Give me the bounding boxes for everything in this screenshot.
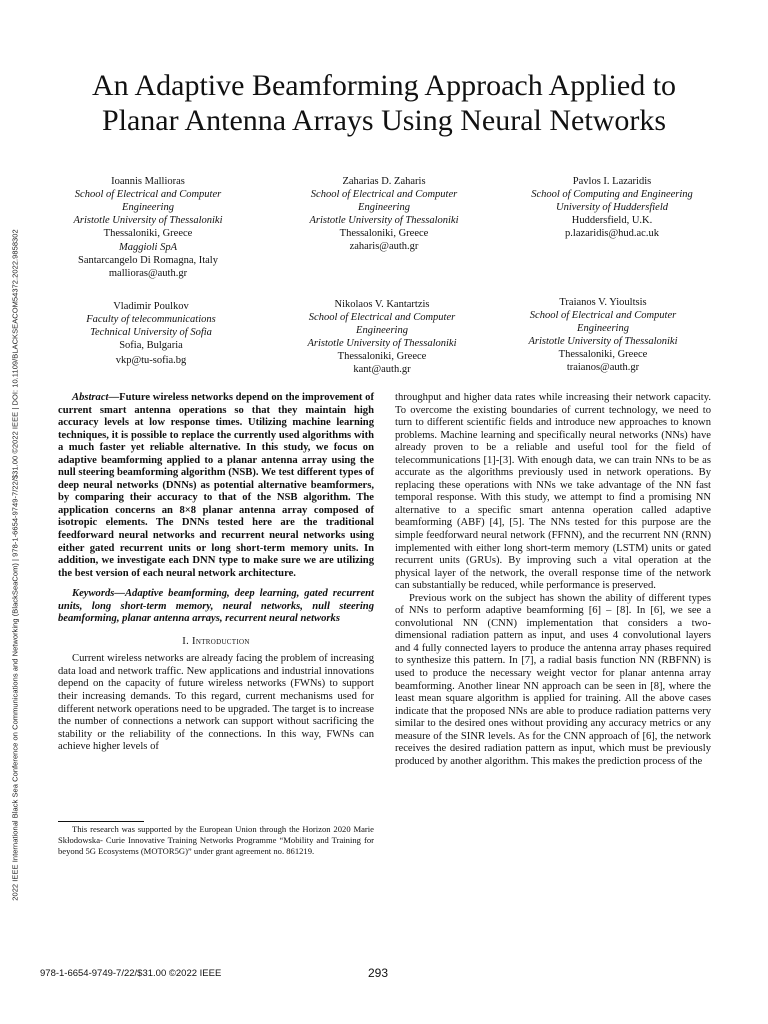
author-dept: Engineering bbox=[356, 325, 408, 336]
author-university: Technical University of Sofia bbox=[90, 327, 212, 338]
author-name: Pavlos I. Lazaridis bbox=[572, 176, 652, 187]
author-university: Aristotle University of Thessaloniki bbox=[73, 215, 223, 226]
intro-paragraph-1-cont: throughput and higher data rates while increasing their network capacity. To overcome the existing boundaries of current technology, we need to turn to different scientific fields and introduce new approaches to known problems. Machine learning and specifically neural networks (NNs) have already proven to be a reliable and useful tool for the field of telecommunications [1]-[3]. With enough data, we can train NNs to be as accurate as the algorithms previously used in network operations. By replacing these operations with NNs we take advantage of the NN fast temporal response. With this study, we attempt to find a promising NN alternative to a specific smart antenna operation called adaptive beamforming (ABF) [4], [5]. The NNs tested for this purpose are the simple feedforward neural network (FFNN), and the recurrent NN (RNN) implemented with either long short-term memory (LSTM) units or gated recurrent units (GRUs). By improving such a vital operation at the physical layer of the network, the overall response time of the network can substantially be reduced, while performance is preserved. bbox=[395, 392, 711, 592]
intro-paragraph-2: Previous work on the subject has shown the ability of different types of NNs to perform adaptive beamforming [6] – [8]. In [6], we see a convolutional NN (CNN) implementation that considers a two-dimensional radiation pattern as input, and uses 4 convolutional layers and 4 fully connected layers to produce the antenna array phases required to synthesize this pattern. In [7], a radial basis function NN (RBFNN) is used to produce the necessary weight vector for planar antenna array beamforming. Another linear NN approach can be seen in [8], where the least mean square algorithm is applied for training. All the above cases indicate that the proposed NNs are able to produce radiation patterns very similar to the desired ones without providing any accuracy metrics or any measure of the SINR levels. As for the CNN approach of [6], the network receives the desired radiation pattern as input, which must be previously produced by another algorithm. This makes the prediction process of the bbox=[395, 592, 711, 767]
author-name: Zaharias D. Zaharis bbox=[342, 176, 426, 187]
footnote: This research was supported by the European Union through the Horizon 2020 Marie Skłodowska- Curie Innovative Training Networks Programme “Mobility and Training for beyond 5G Ecosystems (MOTOR5G)” under grant agreement no. 861219. bbox=[58, 824, 374, 856]
keywords-text: Adaptive beamforming, deep learning, gated recurrent units, long short-term memory, neural networks, null steering beamforming, planar antenna arrays, recurrent neural networks bbox=[58, 588, 374, 625]
author-city: Thessaloniki, Greece bbox=[337, 351, 427, 362]
author-block-4 bbox=[51, 300, 251, 367]
author-block-3 bbox=[512, 175, 712, 240]
author-city: Thessaloniki, Greece bbox=[103, 228, 193, 239]
author-dept: Engineering bbox=[122, 202, 174, 213]
abstract: Abstract—Future wireless networks depend on the improvement of current smart antenna operations so that they maintain high accuracy levels at low response times. Utilizing machine learning techniques, it is possible to replace the currently used algorithms with a much faster yet reliable alternative. In this study, we focus on adaptive beamforming applied to a planar antenna array using the null steering beamforming algorithm (NSB). We test different types of deep neural networks (DNNs) as potential alternative beamformers, by comparing their accuracy to that of the NSB algorithm. The application concerns an 8×8 planar antenna array composed of isotropic elements. The DNNs tested here are the traditional feedforward neural networks and recurrent neural networks using either gated recurrent units or long short-term memory units. In addition, we investigate each DNN type to make sure we are utilizing the best version of each neural network architecture. bbox=[58, 392, 374, 579]
title-line-1: An Adaptive Beamforming Approach Applied to bbox=[91, 69, 677, 102]
author-block-6 bbox=[503, 296, 703, 374]
section-title: Introduction bbox=[192, 635, 250, 647]
author-dept: Faculty of telecommunications bbox=[86, 314, 216, 325]
author-university: Aristotle University of Thessaloniki bbox=[307, 338, 457, 349]
author-university: Aristotle University of Thessaloniki bbox=[528, 336, 678, 347]
author-dept: Engineering bbox=[577, 323, 629, 334]
author-name: Ioannis Mallioras bbox=[111, 176, 185, 187]
keywords: Keywords—Adaptive beamforming, deep learning, gated recurrent units, long short-term memory, neural networks, null steering beamforming, planar antenna arrays, recurrent neural networks bbox=[58, 588, 374, 625]
author-city: Thessaloniki, Greece bbox=[558, 349, 648, 360]
abstract-label: Abstract bbox=[72, 392, 109, 403]
author-dept: School of Electrical and Computer bbox=[74, 189, 222, 200]
section-heading bbox=[58, 636, 374, 649]
author-email: mallioras@auth.gr bbox=[108, 268, 188, 279]
author-university: University of Huddersfield bbox=[556, 202, 668, 213]
keywords-label: Keywords bbox=[72, 588, 115, 600]
title-line-2: Planar Antenna Arrays Using Neural Networks bbox=[101, 104, 667, 137]
author-company: Maggioli SpA bbox=[118, 242, 178, 253]
section-number: I. bbox=[182, 635, 190, 647]
left-column bbox=[58, 392, 374, 754]
doi-sidebar bbox=[6, 175, 24, 955]
author-university: Aristotle University of Thessaloniki bbox=[309, 215, 459, 226]
author-name: Vladimir Poulkov bbox=[113, 301, 189, 312]
sidebar-text: 2022 IEEE International Black Sea Conference on Communications and Networking (BlackSeaCom) | 978-1-6654-9749-7/22/$31.00 ©2022 IEEE | DOI: 10.1109/BLACKSEACOM54372.2022.9858302 bbox=[10, 229, 20, 901]
author-email: kant@auth.gr bbox=[353, 364, 411, 375]
author-email: vkp@tu-sofia.bg bbox=[115, 355, 187, 366]
author-email: p.lazaridis@hud.ac.uk bbox=[565, 228, 659, 239]
author-name: Traianos V. Yioultsis bbox=[559, 297, 647, 308]
author-email: zaharis@auth.gr bbox=[349, 241, 419, 252]
author-block-1 bbox=[48, 175, 248, 280]
author-city: Thessaloniki, Greece bbox=[339, 228, 429, 239]
author-dept: School of Electrical and Computer bbox=[308, 312, 456, 323]
author-name: Nikolaos V. Kantartzis bbox=[334, 299, 430, 310]
abstract-text: Future wireless networks depend on the improvement of current smart antenna operations so that they maintain high accuracy levels at low response times. Utilizing machine learning techniques, it is possible to replace the currently used algorithms with a much faster yet reliable alternative. In this study, we focus on adaptive beamforming applied to a planar antenna array using the null steering beamforming algorithm (NSB). We test different types of deep neural networks (DNNs) as potential alternative beamformers, by comparing their accuracy to that of the NSB algorithm. The application concerns an 8×8 planar antenna array composed of isotropic elements. The DNNs tested here are the traditional feedforward neural networks and recurrent neural networks using either gated recurrent units or long short-term memory units. In addition, we investigate each DNN type to make sure we are utilizing the best version of each neural network architecture. bbox=[58, 392, 374, 579]
author-dept: School of Computing and Engineering bbox=[531, 189, 693, 200]
author-dept: School of Electrical and Computer bbox=[529, 310, 677, 321]
page-number: 293 bbox=[368, 966, 389, 980]
author-dept: Engineering bbox=[358, 202, 410, 213]
author-block-5 bbox=[282, 298, 482, 376]
paper-title bbox=[40, 68, 728, 138]
author-dept: School of Electrical and Computer bbox=[310, 189, 458, 200]
author-block-2 bbox=[284, 175, 484, 253]
author-city: Sofia, Bulgaria bbox=[119, 340, 183, 351]
author-company-city: Santarcangelo Di Romagna, Italy bbox=[78, 255, 218, 266]
footer-isbn: 978-1-6654-9749-7/22/$31.00 ©2022 IEEE bbox=[40, 968, 222, 979]
author-email: traianos@auth.gr bbox=[566, 362, 640, 373]
right-column bbox=[395, 392, 711, 768]
intro-paragraph-1: Current wireless networks are already facing the problem of increasing data load and network traffic. New applications and industrial innovations depend on the capacity of future wireless networks (FWNs) to support their increasing demands. To this regard, current mechanisms used for different network operations need to be upgraded. The target is to increase the number of connections a network can support without sacrificing the stability or the reliability of the connections. In this way, FWNs can achieve higher levels of bbox=[58, 653, 374, 753]
footnote-rule bbox=[58, 821, 144, 822]
author-city: Huddersfield, U.K. bbox=[571, 215, 653, 226]
